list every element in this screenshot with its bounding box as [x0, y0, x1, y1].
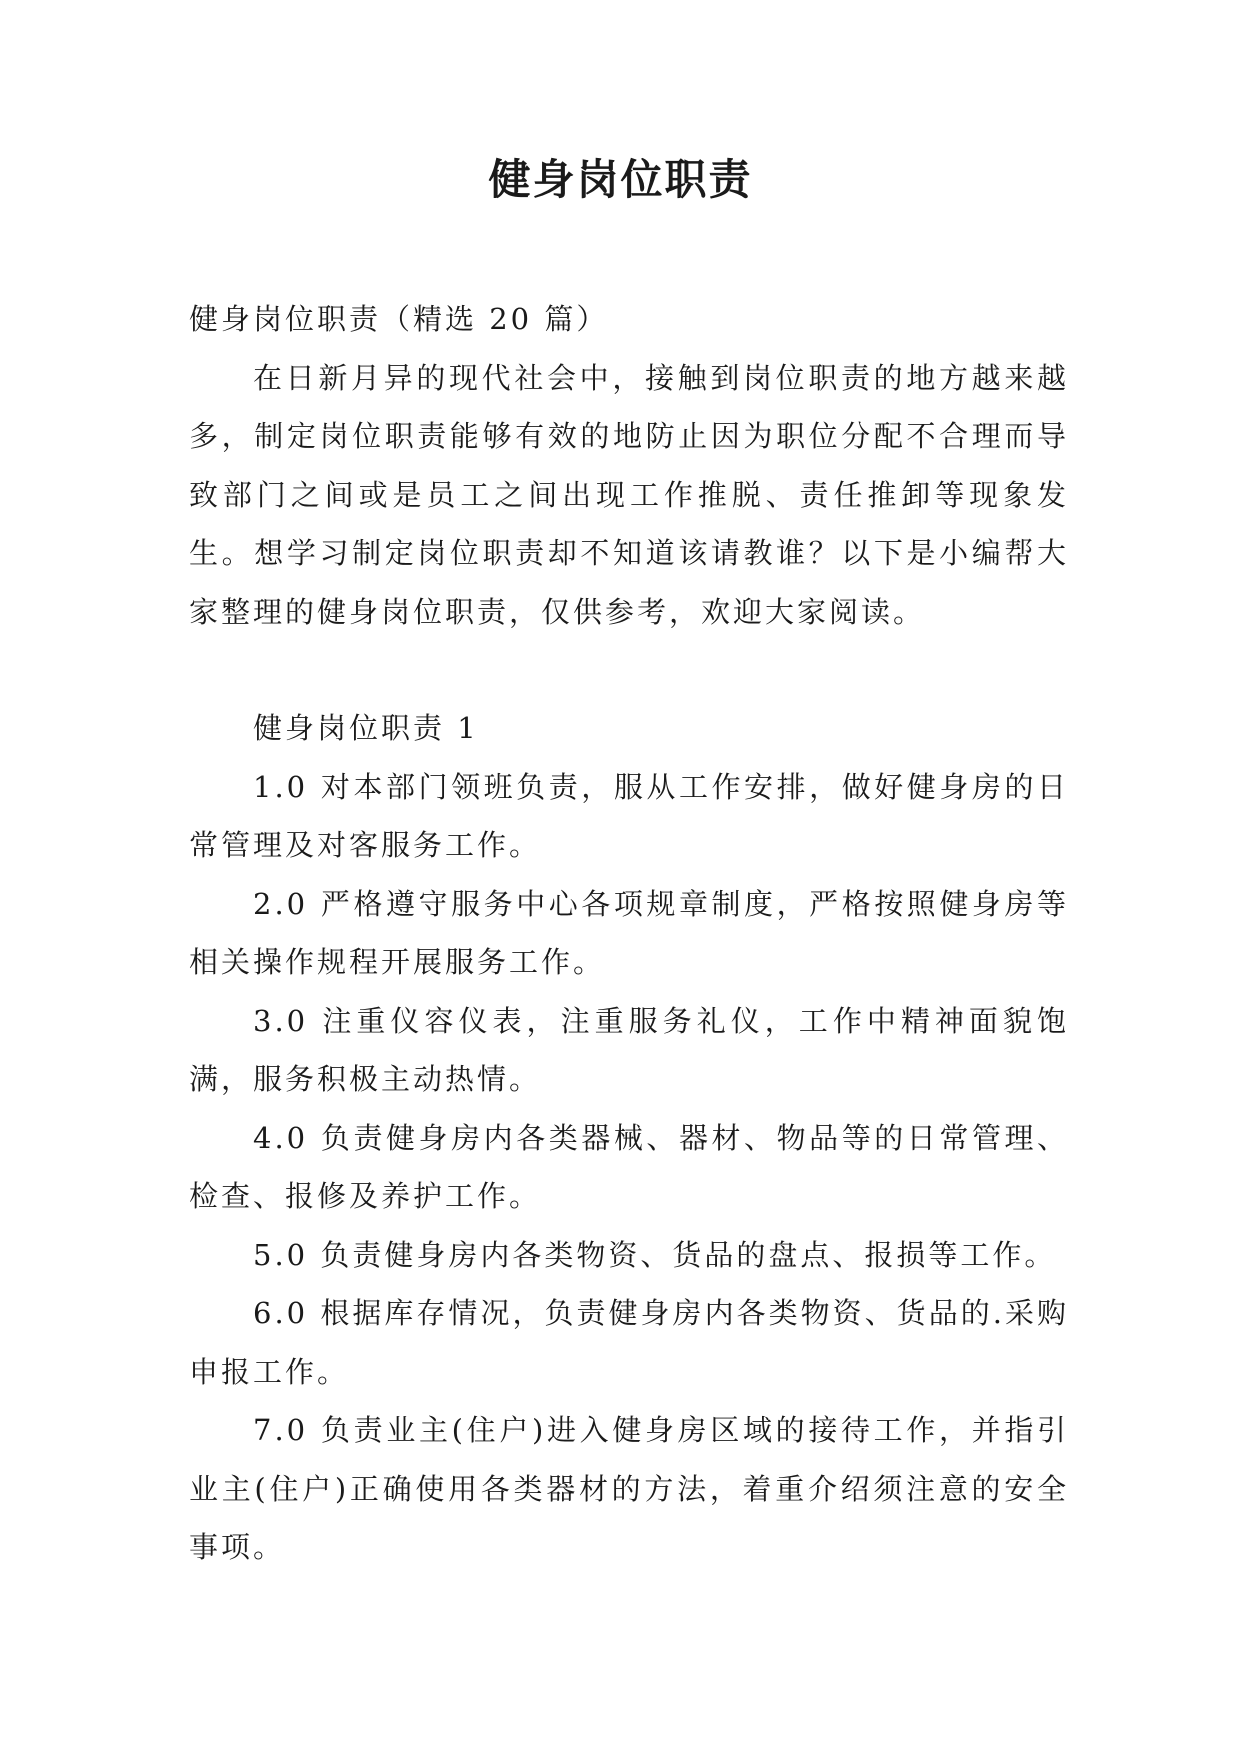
duty-item: 2.0 严格遵守服务中心各项规章制度，严格按照健身房等相关操作规程开展服务工作。	[189, 886, 1069, 979]
section-heading: 健身岗位职责 1	[253, 711, 479, 745]
duty-item: 4.0 负责健身房内各类器械、器材、物品等的日常管理、检查、报修及养护工作。	[189, 1120, 1069, 1213]
document-body	[189, 290, 1069, 1577]
paragraph-spacer	[189, 641, 1069, 699]
duty-item: 3.0 注重仪容仪表，注重服务礼仪，工作中精神面貌饱满，服务积极主动热情。	[189, 1003, 1069, 1096]
document-title: 健身岗位职责	[488, 155, 753, 204]
document-subtitle: 健身岗位职责（精选 20 篇）	[189, 302, 609, 336]
duty-item: 1.0 对本部门领班负责，服从工作安排，做好健身房的日常管理及对客服务工作。	[189, 769, 1069, 862]
intro-paragraph: 在日新月异的现代社会中，接触到岗位职责的地方越来越多，制定岗位职责能够有效的地防止因为职位分配不合理而导致部门之间或是员工之间出现工作推脱、责任推卸等现象发生。想学习制定岗位职责却不知道该请教谁？以下是小编帮大家整理的健身岗位职责，仅供参考，欢迎大家阅读。	[189, 360, 1069, 629]
duty-item: 7.0 负责业主(住户)进入健身房区域的接待工作，并指引业主(住户)正确使用各类器材的方法，着重介绍须注意的安全事项。	[189, 1413, 1069, 1564]
duty-item: 5.0 负责健身房内各类物资、货品的盘点、报损等工作。	[253, 1237, 1057, 1272]
duty-item: 6.0 根据库存情况，负责健身房内各类物资、货品的.采购申报工作。	[189, 1296, 1069, 1389]
